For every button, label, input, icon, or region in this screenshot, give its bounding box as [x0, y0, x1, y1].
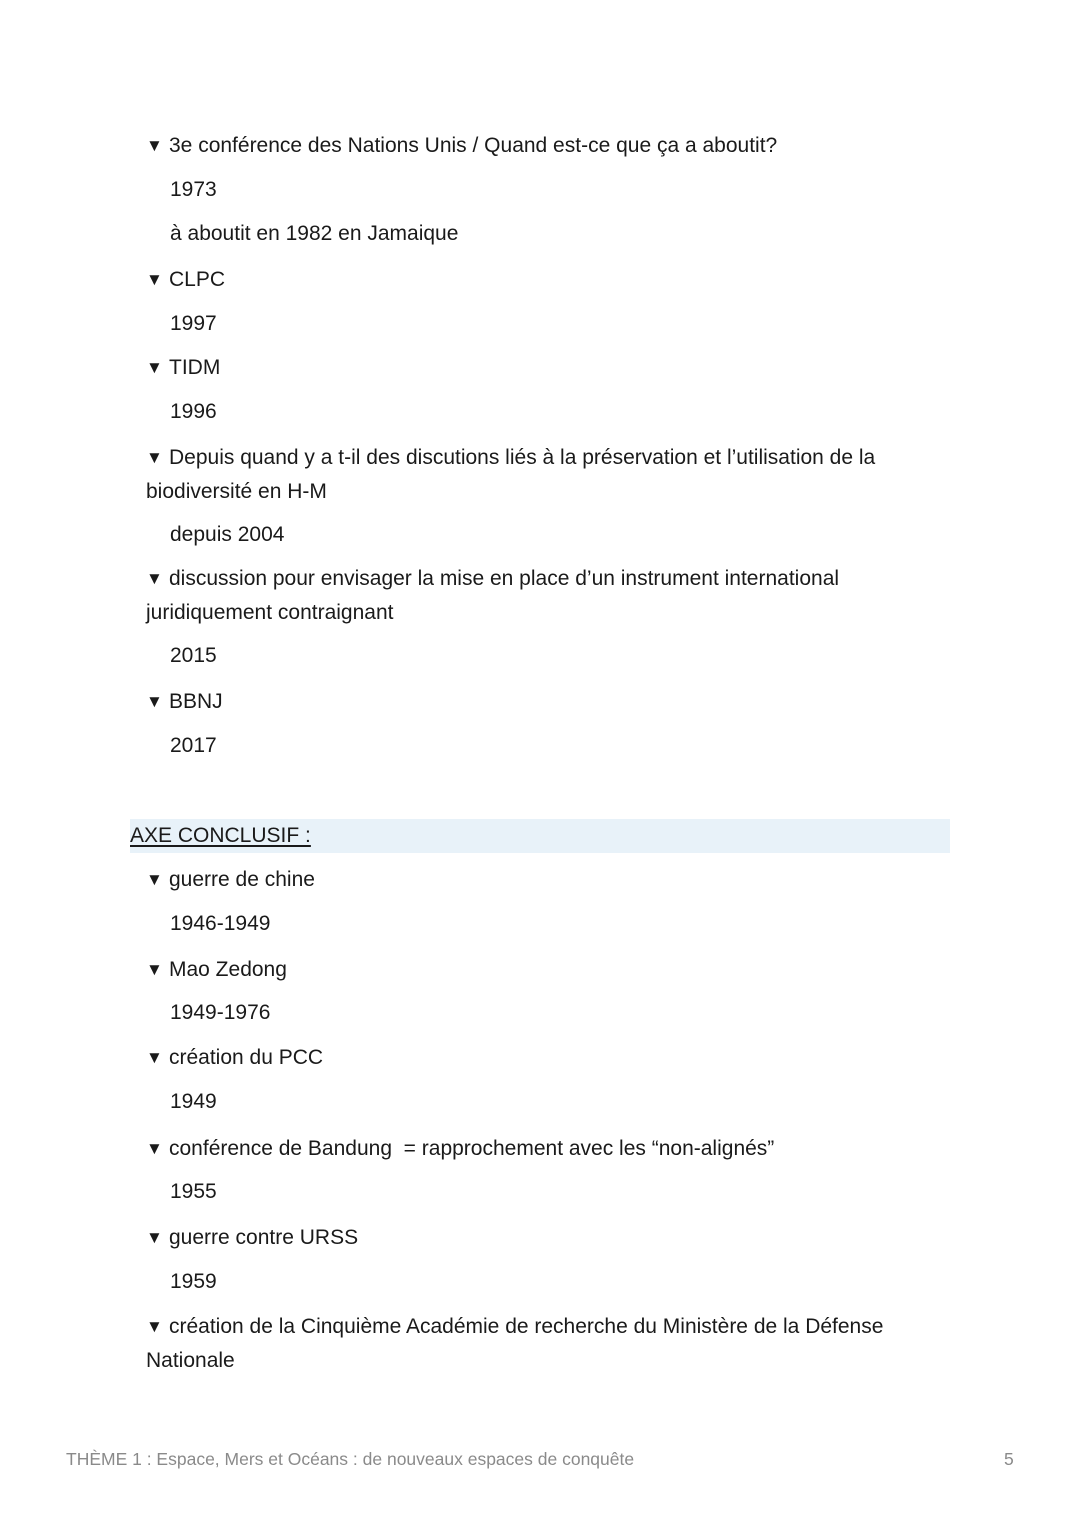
toggle-item[interactable]	[146, 1133, 926, 1167]
triangle-down-icon[interactable]: ▼	[146, 870, 163, 889]
triangle-down-icon[interactable]: ▼	[146, 136, 163, 155]
toggle-item[interactable]	[146, 352, 926, 386]
toggle-question: 3e conférence des Nations Unis / Quand est-ce que ça a aboutit?	[169, 134, 778, 157]
toggle-answer: à aboutit en 1982 en Jamaique	[170, 222, 459, 245]
toggle-question: guerre de chine	[169, 868, 315, 891]
toggle-question: création du PCC	[169, 1046, 324, 1069]
page-number: 5	[1004, 1449, 1014, 1469]
toggle-item[interactable]	[146, 1222, 926, 1256]
triangle-down-icon[interactable]: ▼	[146, 270, 163, 289]
toggle-item[interactable]	[146, 130, 926, 164]
toggle-answer: 2015	[170, 644, 217, 667]
toggle-answer: 1946-1949	[170, 912, 271, 935]
footer-title: THÈME 1 : Espace, Mers et Océans : de nouveaux espaces de conquête	[66, 1449, 635, 1469]
toggle-answer: 2017	[170, 734, 217, 757]
toggle-answer: 1949	[170, 1090, 217, 1113]
toggle-question: création de la Cinquième Académie de recherche du Ministère de la Défense Nationale	[146, 1315, 884, 1372]
toggle-answer: depuis 2004	[170, 523, 285, 546]
triangle-down-icon[interactable]: ▼	[146, 569, 163, 588]
triangle-down-icon[interactable]: ▼	[146, 692, 163, 711]
toggle-item[interactable]	[146, 1311, 936, 1377]
triangle-down-icon[interactable]: ▼	[146, 448, 163, 467]
toggle-answer: 1996	[170, 400, 217, 423]
toggle-item[interactable]	[146, 954, 926, 988]
toggle-item[interactable]	[146, 264, 926, 298]
triangle-down-icon[interactable]: ▼	[146, 1317, 163, 1336]
section-heading: AXE CONCLUSIF :	[130, 819, 950, 853]
triangle-down-icon[interactable]: ▼	[146, 1228, 163, 1247]
toggle-question: conférence de Bandung = rapprochement avec les “non-alignés”	[169, 1137, 775, 1160]
triangle-down-icon[interactable]: ▼	[146, 960, 163, 979]
toggle-answer: 1997	[170, 312, 217, 335]
toggle-question: BBNJ	[169, 690, 223, 713]
toggle-question: guerre contre URSS	[169, 1226, 359, 1249]
toggle-question: Mao Zedong	[169, 958, 287, 981]
toggle-answer: 1955	[170, 1180, 217, 1203]
toggle-question: Depuis quand y a t-il des discutions liés à la préservation et l’utilisation de la biodiversité en H-M	[146, 446, 876, 503]
triangle-down-icon[interactable]: ▼	[146, 1048, 163, 1067]
toggle-item[interactable]	[146, 864, 926, 898]
toggle-item[interactable]	[146, 1042, 926, 1076]
triangle-down-icon[interactable]: ▼	[146, 358, 163, 377]
toggle-answer: 1949-1976	[170, 1001, 271, 1024]
toggle-answer: 1959	[170, 1270, 217, 1293]
toggle-item[interactable]	[146, 563, 926, 629]
toggle-item[interactable]	[146, 686, 926, 720]
triangle-down-icon[interactable]: ▼	[146, 1139, 163, 1158]
toggle-item[interactable]	[146, 442, 926, 508]
toggle-answer: 1973	[170, 178, 217, 201]
toggle-question: TIDM	[169, 356, 221, 379]
toggle-question: CLPC	[169, 268, 226, 291]
toggle-question: discussion pour envisager la mise en place d’un instrument international juridiquement contraignant	[146, 567, 840, 624]
